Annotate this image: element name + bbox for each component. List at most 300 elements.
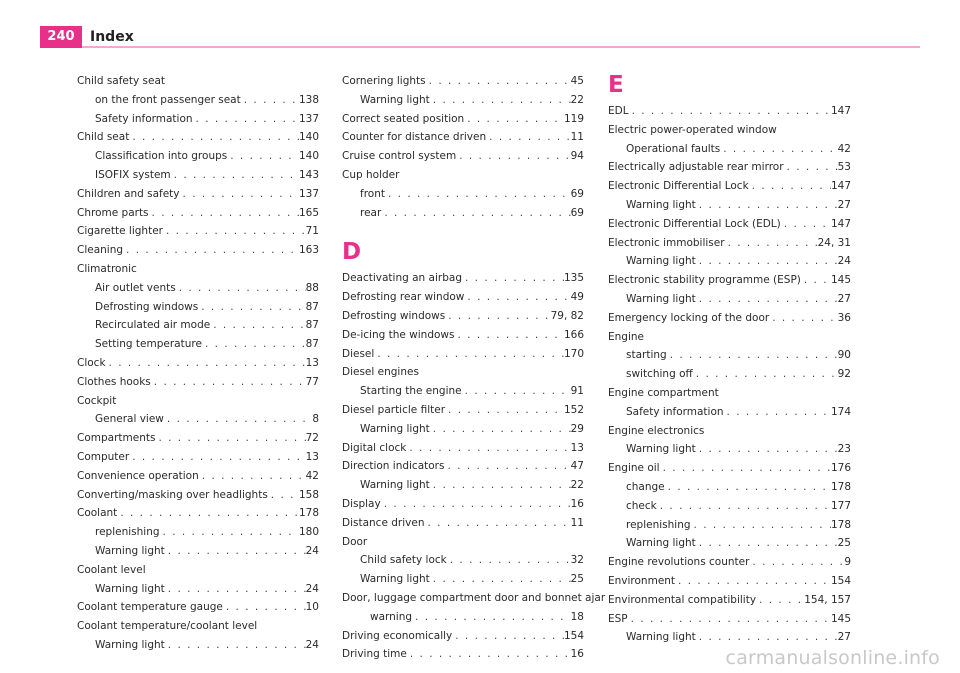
entry-page-ref: 87 xyxy=(305,319,319,332)
entry-page-ref: 174 xyxy=(830,405,851,418)
index-entry xyxy=(342,128,584,147)
entry-term: Coolant xyxy=(77,507,118,520)
entry-page-ref: 29 xyxy=(570,422,584,435)
dot-leader xyxy=(202,335,306,354)
entry-term: ESP xyxy=(608,612,628,625)
dot-leader xyxy=(424,514,570,533)
index-entry xyxy=(77,561,319,580)
entry-term: switching off xyxy=(626,368,693,381)
index-entry xyxy=(77,617,319,636)
dot-leader xyxy=(801,271,831,290)
dot-leader xyxy=(725,234,818,253)
dot-leader xyxy=(165,636,306,655)
entry-term: Defrosting windows xyxy=(95,300,199,313)
index-entry xyxy=(342,307,584,326)
index-entry xyxy=(342,457,584,476)
page-number: 240 xyxy=(40,26,82,48)
entry-term: Warning light xyxy=(360,93,430,106)
entry-term: Warning light xyxy=(626,255,696,268)
dot-leader xyxy=(164,410,312,429)
dot-leader xyxy=(117,504,299,523)
entry-page-ref: 77 xyxy=(305,375,319,388)
dot-leader xyxy=(629,102,831,121)
dot-leader xyxy=(241,91,299,110)
dot-leader xyxy=(129,448,305,467)
index-subentry xyxy=(77,166,319,185)
entry-page-ref: 140 xyxy=(298,131,319,144)
index-column-2 xyxy=(342,72,606,664)
dot-leader xyxy=(223,598,306,617)
index-subentry xyxy=(608,346,851,365)
entry-term: ISOFIX system xyxy=(95,168,171,181)
entry-page-ref: 177 xyxy=(830,499,851,512)
dot-leader xyxy=(160,523,299,542)
dot-leader xyxy=(456,147,570,166)
watermark: carmanualsonline.info xyxy=(725,647,940,669)
index-entry xyxy=(342,495,584,514)
dot-leader xyxy=(198,298,305,317)
dot-leader xyxy=(660,459,831,478)
index-subentry xyxy=(77,316,319,335)
index-entry xyxy=(608,610,851,629)
entry-page-ref: 119 xyxy=(563,112,584,125)
entry-page-ref: 53 xyxy=(837,161,851,174)
entry-term: Convenience operation xyxy=(77,469,199,482)
index-subentry xyxy=(608,140,851,159)
entry-page-ref: 91 xyxy=(570,385,584,398)
entry-page-ref: 16 xyxy=(570,497,584,510)
entry-term: Electrically adjustable rear mirror xyxy=(608,161,784,174)
entry-page-ref: 9 xyxy=(844,556,851,569)
dot-leader xyxy=(412,608,571,627)
entry-term: starting xyxy=(626,349,667,362)
dot-leader xyxy=(193,110,299,129)
dot-leader xyxy=(374,345,564,364)
entry-term: warning xyxy=(370,610,413,623)
index-entry xyxy=(342,514,584,533)
entry-page-ref: 24 xyxy=(305,638,319,651)
dot-leader xyxy=(696,252,838,271)
dot-leader xyxy=(462,382,571,401)
entry-page-ref: 178 xyxy=(830,518,851,531)
section-letter: E xyxy=(608,72,624,98)
index-subentry xyxy=(77,298,319,317)
entry-page-ref: 13 xyxy=(305,356,319,369)
dot-leader xyxy=(176,279,306,298)
dot-leader xyxy=(447,551,571,570)
dot-leader xyxy=(628,610,831,629)
entry-page-ref: 137 xyxy=(298,112,319,125)
entry-page-ref: 87 xyxy=(305,338,319,351)
dot-leader xyxy=(657,497,831,516)
index-subentry xyxy=(608,478,851,497)
dot-leader xyxy=(385,185,571,204)
dot-leader xyxy=(155,429,305,448)
dot-leader xyxy=(696,628,838,647)
index-entry xyxy=(342,288,584,307)
index-entry xyxy=(77,486,319,505)
entry-term: Electronic Differential Lock xyxy=(608,180,749,193)
entry-term: Cockpit xyxy=(77,394,117,407)
section-letter: D xyxy=(342,239,362,266)
index-entry xyxy=(77,128,319,147)
entry-term: Warning light xyxy=(360,479,430,492)
entry-page-ref: 11 xyxy=(570,131,584,144)
entry-page-ref: 10 xyxy=(305,601,319,614)
dot-leader xyxy=(171,166,299,185)
entry-term: Warning light xyxy=(95,582,165,595)
entry-term: Converting/masking over headlights xyxy=(77,488,268,501)
entry-term: Driving time xyxy=(342,648,407,661)
index-entry xyxy=(77,392,319,411)
dot-leader xyxy=(464,110,564,129)
entry-page-ref: 36 xyxy=(837,311,851,324)
index-entry xyxy=(342,363,584,382)
entry-term: Door, luggage compartment door and bonnet ajar xyxy=(342,591,606,604)
index-entry xyxy=(77,429,319,448)
index-entry xyxy=(608,328,851,347)
entry-page-ref: 145 xyxy=(830,274,851,287)
entry-term: Engine electronics xyxy=(608,424,705,437)
dot-leader xyxy=(407,645,571,664)
entry-page-ref: 13 xyxy=(305,450,319,463)
entry-page-ref: 42 xyxy=(305,469,319,482)
entry-page-ref: 24, 31 xyxy=(817,236,851,249)
entry-page-ref: 138 xyxy=(298,93,319,106)
index-entry xyxy=(342,110,584,129)
entry-page-ref: 88 xyxy=(305,281,319,294)
index-entry xyxy=(342,345,584,364)
entry-page-ref: 163 xyxy=(298,244,319,257)
entry-page-ref: 72 xyxy=(305,432,319,445)
dot-leader xyxy=(199,467,306,486)
index-subentry xyxy=(608,628,851,647)
index-entry xyxy=(342,166,584,185)
index-entry xyxy=(608,459,851,478)
entry-term: Electric power-operated window xyxy=(608,123,777,136)
entry-term: front xyxy=(360,187,385,200)
index-entry xyxy=(77,504,319,523)
entry-term: Engine revolutions counter xyxy=(608,556,750,569)
entry-term: General view xyxy=(95,413,164,426)
entry-term: Chrome parts xyxy=(77,206,149,219)
entry-term: Recirculated air mode xyxy=(95,319,211,332)
index-entry xyxy=(77,222,319,241)
entry-term: Direction indicators xyxy=(342,460,445,473)
index-entry xyxy=(608,384,851,403)
dot-leader xyxy=(724,403,831,422)
dot-leader xyxy=(123,241,299,260)
index-subentry xyxy=(77,279,319,298)
entry-term: Electronic stability programme (ESP) xyxy=(608,274,801,287)
entry-page-ref: 69 xyxy=(570,187,584,200)
dot-leader xyxy=(151,373,306,392)
entry-term: Diesel xyxy=(342,347,375,360)
entry-term: Starting the engine xyxy=(360,385,462,398)
entry-page-ref: 8 xyxy=(312,413,319,426)
dot-leader xyxy=(696,196,838,215)
entry-term: Counter for distance driven xyxy=(342,131,487,144)
entry-term: Engine oil xyxy=(608,462,660,475)
dot-leader xyxy=(749,177,831,196)
index-subentry xyxy=(342,476,584,495)
entry-term: Correct seated position xyxy=(342,112,465,125)
index-subentry xyxy=(77,636,319,655)
entry-term: Coolant temperature/coolant level xyxy=(77,620,258,633)
index-entry xyxy=(608,572,851,591)
entry-term: Warning light xyxy=(626,198,696,211)
entry-page-ref: 69 xyxy=(570,206,584,219)
entry-page-ref: 152 xyxy=(563,403,584,416)
entry-page-ref: 24 xyxy=(305,544,319,557)
dot-leader xyxy=(464,288,570,307)
entry-page-ref: 140 xyxy=(298,150,319,163)
index-entry xyxy=(608,121,851,140)
entry-page-ref: 92 xyxy=(837,368,851,381)
entry-page-ref: 79, 82 xyxy=(550,309,584,322)
index-entry xyxy=(608,215,851,234)
index-entry xyxy=(77,467,319,486)
entry-term: De-icing the windows xyxy=(342,328,455,341)
entry-term: Cornering lights xyxy=(342,75,426,87)
index-subentry xyxy=(608,196,851,215)
entry-term: Operational faults xyxy=(626,142,721,155)
index-entry xyxy=(77,448,319,467)
entry-term: Engine compartment xyxy=(608,386,719,399)
index-subentry xyxy=(77,91,319,110)
dot-leader xyxy=(781,215,831,234)
section-gap xyxy=(342,222,584,233)
entry-term: rear xyxy=(360,206,382,219)
index-entry xyxy=(77,260,319,279)
entry-term: Warning light xyxy=(95,544,165,557)
entry-term: Display xyxy=(342,497,381,510)
entry-page-ref: 25 xyxy=(837,537,851,550)
entry-page-ref: 178 xyxy=(830,480,851,493)
index-entry xyxy=(608,553,851,572)
index-subentry xyxy=(342,551,584,570)
entry-term: Cruise control system xyxy=(342,150,457,163)
entry-term: Setting temperature xyxy=(95,338,202,351)
entry-page-ref: 147 xyxy=(830,180,851,193)
entry-term: Digital clock xyxy=(342,441,407,454)
entry-term: Door xyxy=(342,535,368,548)
dot-leader xyxy=(430,91,571,110)
entry-page-ref: 165 xyxy=(298,206,319,219)
entry-page-ref: 170 xyxy=(563,347,584,360)
entry-term: Warning light xyxy=(626,631,696,644)
entry-page-ref: 143 xyxy=(298,168,319,181)
entry-term: Engine xyxy=(608,330,644,343)
index-subentry xyxy=(608,534,851,553)
entry-term: Cigarette lighter xyxy=(77,225,163,238)
entry-term: Diesel engines xyxy=(342,366,419,379)
entry-page-ref: 71 xyxy=(305,225,319,238)
entry-page-ref: 23 xyxy=(837,443,851,456)
entry-term: Child seat xyxy=(77,131,130,144)
entry-page-ref: 27 xyxy=(837,198,851,211)
dot-leader xyxy=(665,478,831,497)
index-entry xyxy=(608,234,851,253)
index-subentry xyxy=(342,91,584,110)
index-entry xyxy=(608,177,851,196)
entry-term: Defrosting rear window xyxy=(342,291,465,304)
entry-page-ref: 94 xyxy=(570,150,584,163)
entry-page-ref: 45 xyxy=(570,75,584,87)
dot-leader xyxy=(784,158,838,177)
dot-leader xyxy=(165,580,306,599)
dot-leader xyxy=(430,476,571,495)
index-entry xyxy=(77,241,319,260)
index-entry xyxy=(77,72,319,91)
index-entry xyxy=(608,422,851,441)
entry-term: check xyxy=(626,499,657,512)
entry-page-ref: 178 xyxy=(298,507,319,520)
dot-leader xyxy=(667,346,838,365)
dot-leader xyxy=(720,140,837,159)
index-entry xyxy=(342,589,606,608)
entry-page-ref: 24 xyxy=(305,582,319,595)
index-subentry xyxy=(342,570,584,589)
entry-term: Cleaning xyxy=(77,244,124,257)
entry-term: Deactivating an airbag xyxy=(342,272,462,285)
index-subentry xyxy=(342,608,584,627)
entry-term: replenishing xyxy=(626,518,691,531)
entry-page-ref: 18 xyxy=(570,610,584,623)
index-entry xyxy=(608,102,851,121)
index-entry xyxy=(342,439,584,458)
index-entry xyxy=(77,373,319,392)
entry-term: Warning light xyxy=(360,573,430,586)
dot-leader xyxy=(454,326,563,345)
entry-page-ref: 27 xyxy=(837,292,851,305)
dot-leader xyxy=(693,365,838,384)
entry-page-ref: 49 xyxy=(570,291,584,304)
entry-page-ref: 154, 157 xyxy=(804,593,851,606)
entry-term: Air outlet vents xyxy=(95,281,176,294)
entry-term: Warning light xyxy=(626,292,696,305)
entry-page-ref: 47 xyxy=(570,460,584,473)
header-rule xyxy=(82,46,920,48)
dot-leader xyxy=(381,495,571,514)
entry-page-ref: 135 xyxy=(563,272,584,285)
page-title: Index xyxy=(90,29,134,45)
index-subentry xyxy=(77,523,319,542)
entry-term: Classification into groups xyxy=(95,150,228,163)
entry-page-ref: 180 xyxy=(298,526,319,539)
entry-term: Clock xyxy=(77,356,106,369)
dot-leader xyxy=(149,204,299,223)
entry-term: Child safety seat xyxy=(77,75,166,87)
index-entry xyxy=(342,147,584,166)
entry-term: Warning light xyxy=(626,537,696,550)
index-entry xyxy=(342,627,584,646)
index-entry xyxy=(608,271,851,290)
entry-page-ref: 25 xyxy=(570,573,584,586)
dot-leader xyxy=(406,439,570,458)
entry-page-ref: 42 xyxy=(837,142,851,155)
entry-page-ref: 87 xyxy=(305,300,319,313)
entry-page-ref: 166 xyxy=(563,328,584,341)
entry-term: Cup holder xyxy=(342,168,400,181)
index-subentry xyxy=(608,403,851,422)
dot-leader xyxy=(430,420,571,439)
entry-term: Safety information xyxy=(626,405,724,418)
entry-page-ref: 13 xyxy=(570,441,584,454)
entry-term: Driving economically xyxy=(342,629,453,642)
index-entry xyxy=(608,309,851,328)
entry-term: Climatronic xyxy=(77,262,137,275)
index-subentry xyxy=(608,290,851,309)
index-entry xyxy=(77,354,319,373)
entry-page-ref: 90 xyxy=(837,349,851,362)
index-entry xyxy=(608,591,851,610)
index-entry xyxy=(77,185,319,204)
dot-leader xyxy=(486,128,570,147)
entry-term: change xyxy=(626,480,665,493)
entry-term: Child safety lock xyxy=(360,554,447,567)
entry-term: Clothes hooks xyxy=(77,375,151,388)
entry-page-ref: 154 xyxy=(830,574,851,587)
dot-leader xyxy=(210,316,305,335)
index-subentry xyxy=(608,252,851,271)
index-entry xyxy=(342,269,584,288)
entry-page-ref: 27 xyxy=(837,631,851,644)
entry-page-ref: 22 xyxy=(570,93,584,106)
dot-leader xyxy=(163,222,306,241)
dot-leader xyxy=(268,486,299,505)
index-entry xyxy=(342,401,584,420)
dot-leader xyxy=(129,128,299,147)
index-subentry xyxy=(77,335,319,354)
index-subentry xyxy=(608,516,851,535)
dot-leader xyxy=(445,307,550,326)
entry-term: Environment xyxy=(608,574,676,587)
dot-leader xyxy=(462,269,564,288)
entry-term: Safety information xyxy=(95,112,193,125)
entry-term: Coolant level xyxy=(77,563,146,576)
dot-leader xyxy=(444,457,570,476)
index-entry xyxy=(342,533,584,552)
entry-page-ref: 16 xyxy=(570,648,584,661)
index-subentry xyxy=(77,110,319,129)
index-column-3 xyxy=(608,70,851,647)
dot-leader xyxy=(106,354,306,373)
dot-leader xyxy=(452,627,564,646)
index-entry xyxy=(342,645,584,664)
index-column-1 xyxy=(77,72,319,655)
index-subentry xyxy=(77,410,319,429)
index-subentry xyxy=(342,204,584,223)
dot-leader xyxy=(696,534,838,553)
entry-page-ref: 32 xyxy=(570,554,584,567)
dot-leader xyxy=(675,572,831,591)
index-entry xyxy=(342,326,584,345)
index-entry xyxy=(608,158,851,177)
index-subentry xyxy=(608,497,851,516)
dot-leader xyxy=(445,401,564,420)
entry-term: Compartments xyxy=(77,432,156,445)
index-subentry xyxy=(342,382,584,401)
index-subentry xyxy=(77,147,319,166)
dot-leader xyxy=(756,591,804,610)
entry-page-ref: 147 xyxy=(830,217,851,230)
dot-leader xyxy=(749,553,844,572)
dot-leader xyxy=(430,570,571,589)
entry-term: Computer xyxy=(77,450,130,463)
dot-leader xyxy=(696,290,838,309)
dot-leader xyxy=(165,542,306,561)
